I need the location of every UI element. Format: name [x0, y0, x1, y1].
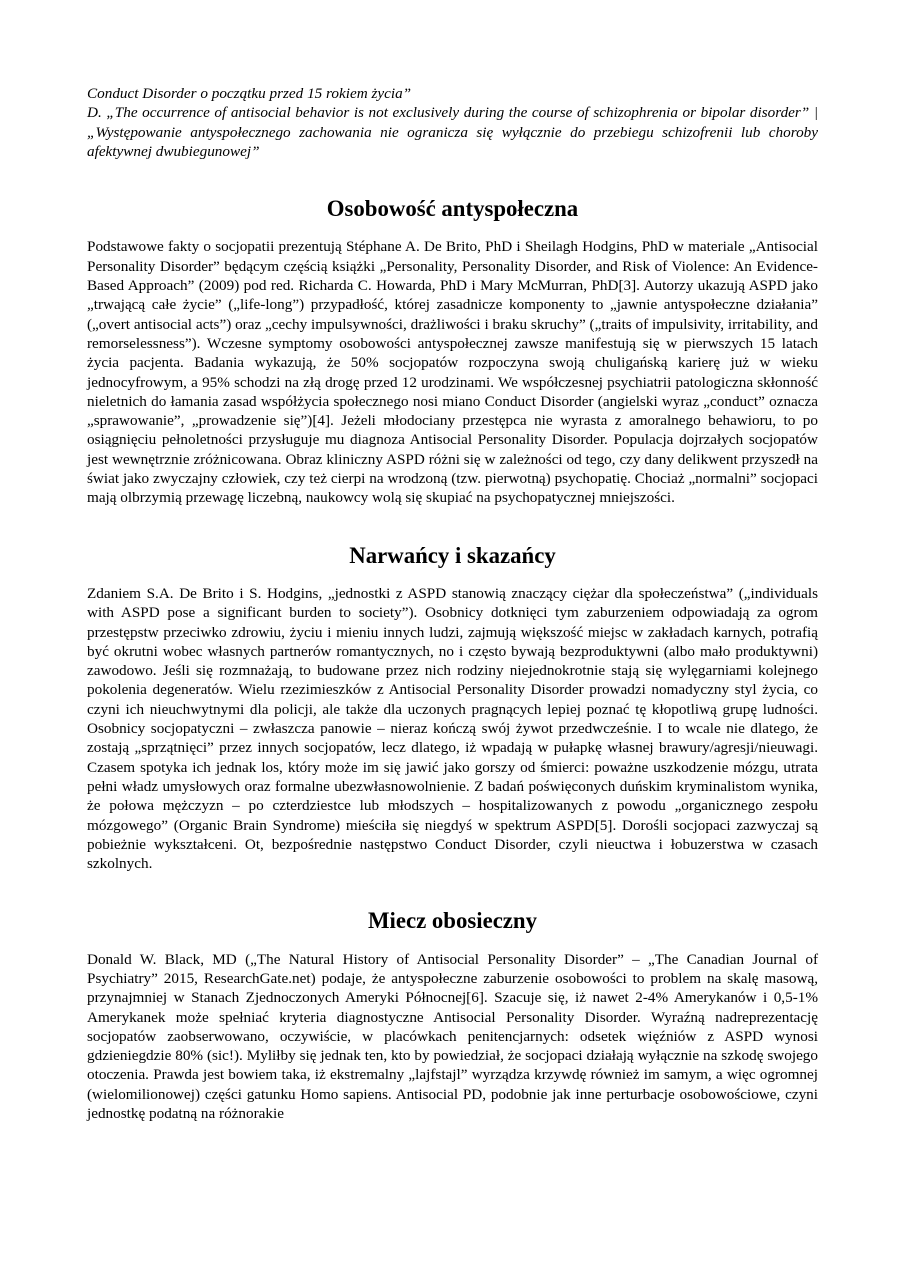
section-heading-2: Narwańcy i skazańcy [349, 542, 556, 568]
section-heading-1: Osobowość antyspołeczna [326, 196, 579, 222]
section-paragraph-3: Donald W. Black, MD („The Natural History of Antisocial Personality Disorder” – „The Canadian Journal of Psychiatry” 2015, ResearchGate.net) podaje, że antyspołeczne zaburzenie osobowości to problem na skalę masową, przynajmniej w Stanach Zjednoczonych Ameryki Północnej[6]. Szacuje się, iż nawet 2-4% Amerykanów i 0,5-1% Amerykanek może spełniać kryteria diagnostyczne Antisocial Personality Disorder. Wyraźną nadreprezentację socjopatów zaobserwowano, oczywiście, w placówkach penitencjarnych: odsetek więźniów z ASPD wynosi gdzieniegdzie 80% (sic!). Myliłby się jednak ten, kto by powiedział, że socjopaci działają wyłącznie na szkodę swojego otoczenia. Prawda jest bowiem taka, iż ekstremalny „lajfstajl” wyrządza krzywdę również im samym, a więc ogromnej (wielomilionowej) części gatunku Homo sapiens. Antisocial PD, podobnie jak inne perturbacje osobowościowe, czyni jednostkę podatną na różnorakie [87, 950, 818, 1123]
intro-line-2: D. „The occurrence of antisocial behavior is not exclusively during the course of schizophrenia or bipolar disorder” | „Występowanie antyspołecznego zachowania nie ogranicza się wyłącznie do przebiegu schizofrenii lub choroby afektywnej dwubiegunowej” [87, 104, 818, 160]
intro-quote [87, 84, 818, 161]
document-page [87, 84, 818, 1123]
section-heading-3: Miecz obosieczny [367, 908, 538, 934]
section-paragraph-1: Podstawowe fakty o socjopatii prezentują Stéphane A. De Brito, PhD i Sheilagh Hodgins, PhD w materiale „Antisocial Personality Disorder” będącym częścią książki „Personality, Personality Disorder, and Risk of Violence: An Evidence-Based Approach” (2009) pod red. Richarda C. Howarda, PhD i Mary McMurran, PhD[3]. Autorzy ukazują ASPD jako „trwającą całe życie” („life-long”) przypadłość, której zasadnicze komponenty to „jawnie antyspołeczne działania” („overt antisocial acts”) oraz „cechy impulsywności, drażliwości i braku skruchy” („traits of impulsivity, irritability, and remorselessness”). Wczesne symptomy osobowości antyspołecznej zawsze manifestują się w pierwszych 15 latach życia pacjenta. Badania wykazują, że 50% socjopatów rozpoczyna swoją chuligańską karierę już w wieku jednocyfrowym, a 95% schodzi na złą drogę przed 12 urodzinami. We współczesnej psychiatrii patologiczna skłonność nieletnich do łamania zasad współżycia społecznego nosi miano Conduct Disorder (angielski wyraz „conduct” oznacza „sprawowanie”, „prowadzenie się”)[4]. Jeżeli młodociany przestępca nie wyrasta z amoralnego behawioru, to po osiągnięciu pełnoletności przysługuje mu diagnoza Antisocial Personality Disorder. Populacja dojrzałych socjopatów jest wewnętrznie zróżnicowana. Obraz kliniczny ASPD różni się w zależności od tego, czy dany delikwent przyszedł na świat jako zwyczajny człowiek, czy też cierpi na wrodzoną (tzw. pierwotną) psychopatię. Chociaż „normalni” socjopaci mają olbrzymią przewagę liczebną, naukowcy wolą się skupiać na psychopatycznej mniejszości. [87, 238, 818, 507]
section-paragraph-2: Zdaniem S.A. De Brito i S. Hodgins, „jednostki z ASPD stanowią znaczący ciężar dla społeczeństwa” („individuals with ASPD pose a significant burden to society”). Osobnicy dotknięci tym zaburzeniem odpowiadają za ogrom przestępstw przeciwko zdrowiu, życiu i mieniu innych ludzi, zajmują większość miejsc w zakładach karnych, potrafią być okrutni wobec własnych partnerów romantycznych, no i często bywają bezproduktywni (albo mało produktywni) zawodowo. Jeśli się rozmnażają, to budowane przez nich rodziny niejednokrotnie stają się wylęgarniami kolejnego pokolenia degeneratów. Wielu rzezimieszków z Antisocial Personality Disorder prowadzi nomadyczny styl życia, co czyni ich nieuchwytnymi dla policji, ale także dla uczonych pragnących lepiej poznać tę kłopotliwą grupę ludności. Osobnicy socjopatyczni – zwłaszcza panowie – nieraz kończą swój żywot przedwcześnie. I to wcale nie dlatego, że zostają „sprzątnięci” przez innych socjopatów, lecz dlatego, iż wpadają w pułapkę własnej brawury/agresji/nieuwagi. Czasem spotyka ich jednak los, który może im się jawić jako gorszy od śmierci: poważne uszkodzenie mózgu, utrata pełni władz umysłowych oraz formalne ubezwłasnowolnienie. Z badań poświęconych duńskim kryminalistom wynika, że połowa mężczyzn – po czterdziestce lub młodszych – hospitalizowanych z powodu „organicznego zespołu mózgowego” (Organic Brain Syndrome) mieściła się niegdyś w spektrum ASPD[5]. Dorośli socjopaci zazwyczaj są pobieżnie wykształceni. Ot, bezpośrednie następstwo Conduct Disorder, czyli nieuctwa i łobuzerstwa w czasach szkolnych. [87, 584, 818, 873]
intro-line-1: Conduct Disorder o początku przed 15 rokiem życia” [87, 85, 412, 102]
